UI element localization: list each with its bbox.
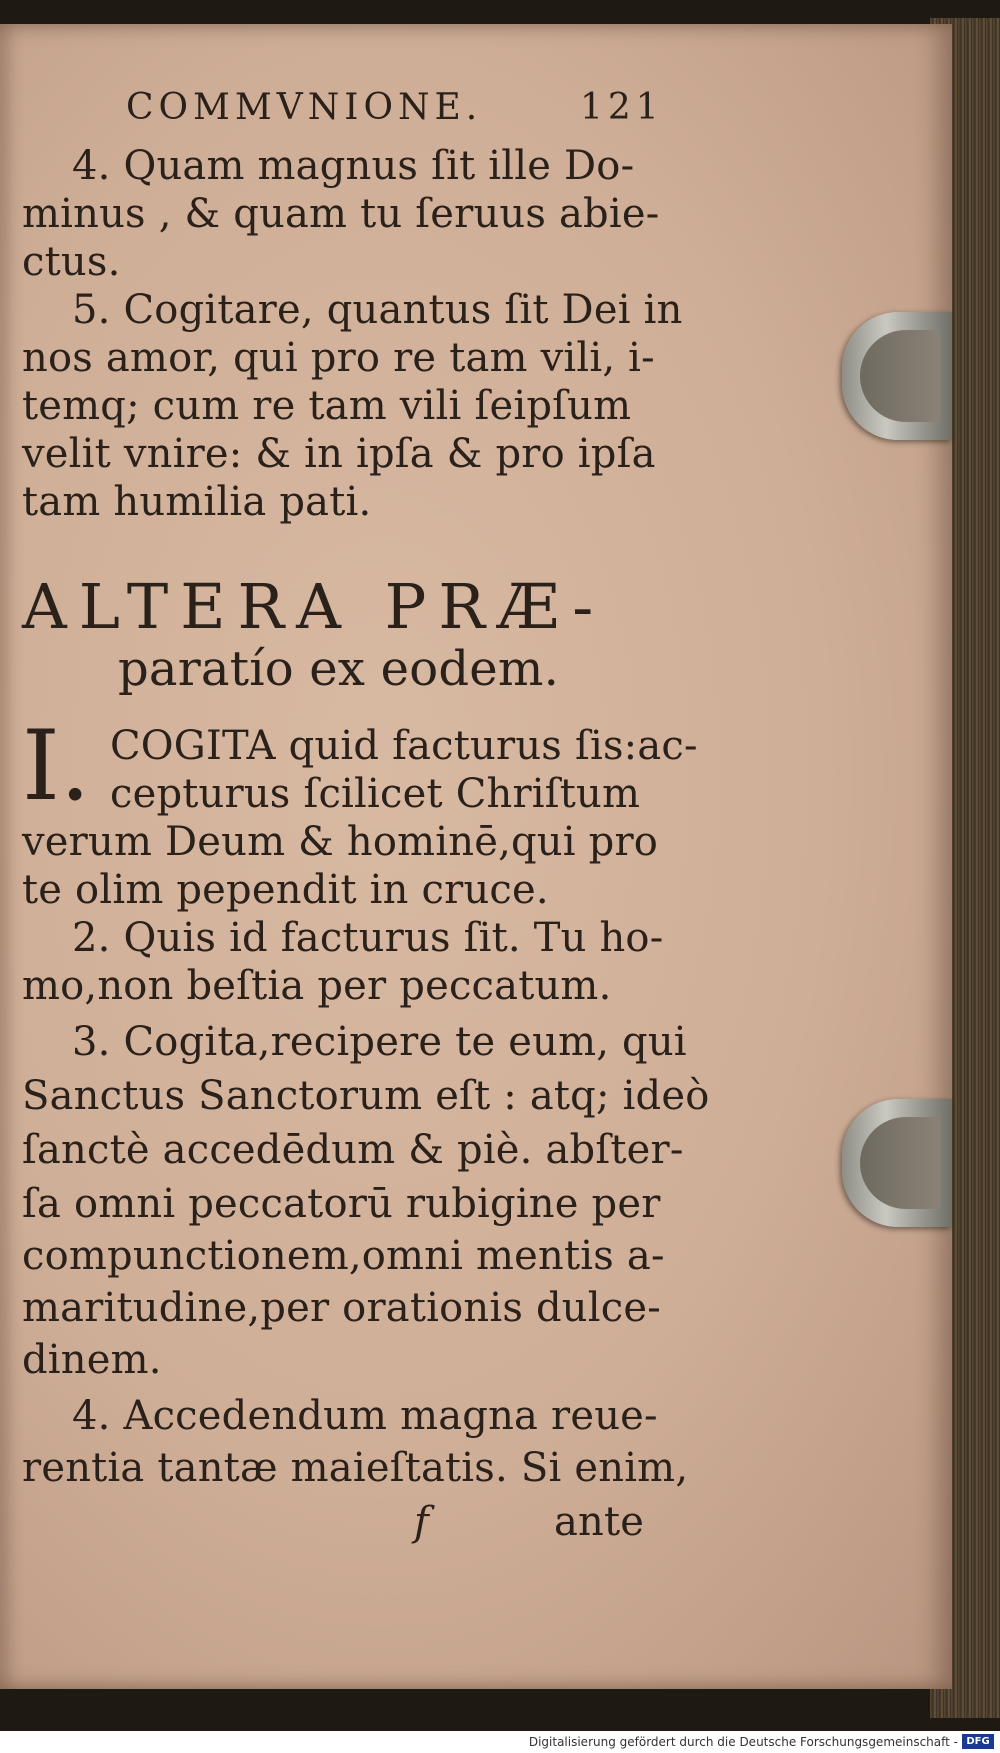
- text-line: 2. Quis id facturus ſit. Tu ho-: [72, 915, 664, 961]
- section-subheading: paratío ex eodem.: [118, 641, 560, 697]
- text-line: te olim pependit in cruce.: [22, 867, 549, 913]
- text-line: 3. Cogita,recipere te eum, qui: [72, 1019, 687, 1065]
- text-line: verum Deum & hominē,qui pro: [22, 819, 659, 865]
- text-line: dinem.: [22, 1337, 162, 1383]
- text-line: Sanctus Sanctorum eſt : atq; ideò: [22, 1073, 710, 1119]
- text-line: ſanctè accedēdum & piè. abſter-: [22, 1127, 684, 1173]
- text-line: 4. Quam magnus ſit ille Do-: [72, 143, 635, 189]
- footer-credit: Digitalisierung gefördert durch die Deutsche Forschungsgemeinschaft -: [528, 1735, 958, 1749]
- section-heading: ALTERA PRÆ-: [22, 570, 606, 643]
- text-line: temq; cum re tam vili ſeipſum: [22, 383, 632, 429]
- text-line: 4. Accedendum magna reue-: [72, 1393, 658, 1439]
- text-line: mo,non beſtia per peccatum.: [22, 963, 612, 1009]
- text-line: maritudine,per orationis dulce-: [22, 1285, 661, 1331]
- catchword: ante: [554, 1499, 645, 1545]
- drop-cap: I.: [22, 710, 91, 822]
- text-line: ctus.: [22, 239, 121, 285]
- text-line: 5. Cogitare, quantus ſit Dei in: [72, 287, 683, 333]
- page-clip-top: [842, 312, 952, 440]
- text-line: nos amor, qui pro re tam vili, i-: [22, 335, 655, 381]
- running-head: COMMVNIONE.: [126, 87, 483, 128]
- dfg-logo: DFG: [962, 1734, 994, 1749]
- text-line: COGITA quid facturus ſis:ac-: [110, 723, 698, 769]
- text-line: compunctionem,omni mentis a-: [22, 1233, 665, 1279]
- page-number: 121: [580, 87, 664, 128]
- text-line: ſa omni peccatorū rubigine per: [22, 1181, 661, 1227]
- text-line: minus , & quam tu ſeruus abie-: [22, 191, 660, 237]
- page-clip-bottom: [842, 1099, 952, 1227]
- text-line: tam humilia pati.: [22, 479, 372, 525]
- text-line: rentia tantæ maieſtatis. Si enim,: [22, 1445, 689, 1491]
- text-line: cepturus ſcilicet Chriſtum: [110, 771, 641, 817]
- text-line: velit vnire: & in ipſa & pro ipſa: [22, 431, 656, 477]
- signature-mark: f: [414, 1499, 430, 1545]
